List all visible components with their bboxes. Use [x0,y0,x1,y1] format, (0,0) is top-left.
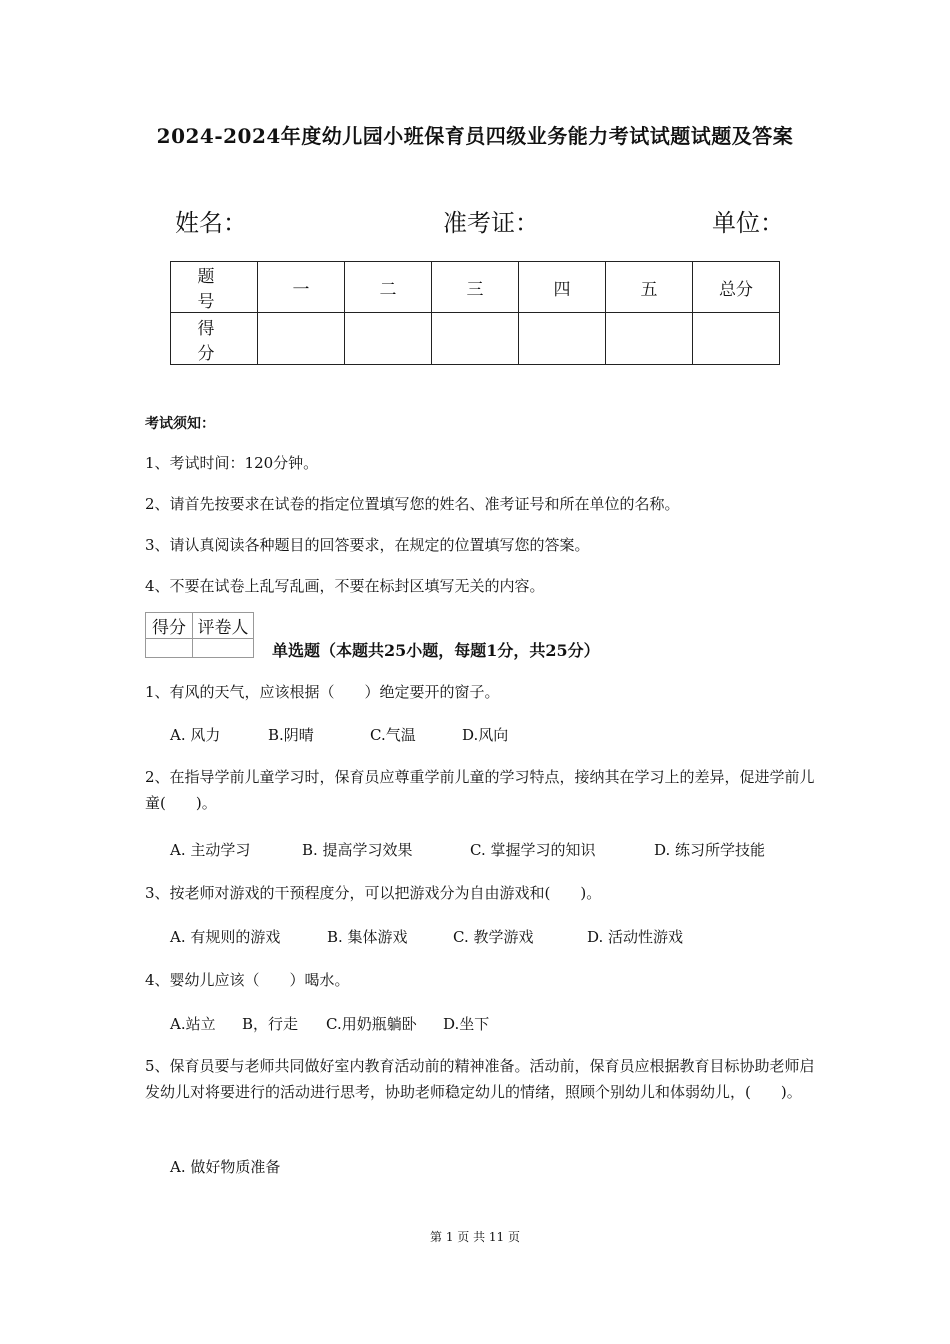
document-title: 2024-2024年度幼儿园小班保育员四级业务能力考试试题试题及答案 [156,124,794,148]
option: A. 主动学习 [170,841,251,859]
option: C. 教学游戏 [453,928,534,946]
option: A. 做好物质准备 [170,1158,281,1176]
option: A. 有规则的游戏 [170,928,281,946]
option: D.坐下 [443,1015,490,1033]
notice-item: 2、请首先按要求在试卷的指定位置填写您的姓名、准考证号和所在单位的名称。 [145,495,680,513]
score-cell[interactable] [432,313,519,365]
question-options [170,1156,280,1177]
option: A. 风力 [170,726,221,744]
option: D. 活动性游戏 [587,928,684,946]
score-table [170,261,780,365]
grader-reviewer-label: 评卷人 [193,613,254,639]
grader-table-header-row [146,613,254,639]
question-text: 2、在指导学前儿童学习时，保育员应尊重学前儿童的学习特点，接纳其在学习上的差异，促进学前儿童( )。 [145,768,815,812]
exam-id-label: 准考证： [443,209,539,237]
score-table-header-cell: 二 [345,262,432,313]
option: C.用奶瓶躺卧 [326,1015,417,1033]
option: B.阴晴 [268,726,314,744]
option: D. 练习所学技能 [654,841,766,859]
score-table-header-cell: 四 [519,262,606,313]
notice-item: 3、请认真阅读各种题目的回答要求，在规定的位置填写您的答案。 [145,536,590,554]
option: B. 集体游戏 [327,928,408,946]
grader-reviewer-cell[interactable] [193,639,254,658]
score-cell[interactable] [258,313,345,365]
notice-heading: 考试须知： [145,416,215,432]
question-options [170,1013,489,1034]
question-options [170,839,765,860]
page-footer: 第 1 页 共 11 页 [430,1230,520,1244]
score-cell[interactable] [693,313,780,365]
section-title: 单选题（本题共25小题，每题1分，共25分） [272,641,600,660]
grader-table [145,612,254,658]
grader-score-label: 得分 [146,613,193,639]
score-table-header-row [171,262,780,313]
score-cell[interactable] [519,313,606,365]
score-cell[interactable] [606,313,693,365]
question-text: 1、有风的天气，应该根据（ ）绝定要开的窗子。 [145,683,500,701]
question-options [170,926,683,947]
option: C.气温 [370,726,416,744]
name-label: 姓名： [175,209,247,237]
question-text: 3、按老师对游戏的干预程度分，可以把游戏分为自由游戏和( )。 [145,884,602,902]
score-cell[interactable] [345,313,432,365]
option: B. 提高学习效果 [302,841,413,859]
option: B，行走 [242,1015,299,1033]
option: C. 掌握学习的知识 [470,841,596,859]
grader-score-cell[interactable] [146,639,193,658]
score-table-header-cell: 题 号 [171,262,258,313]
grader-table-blank-row [146,639,254,658]
question-text: 4、婴幼儿应该（ ）喝水。 [145,971,350,989]
notice-item: 4、不要在试卷上乱写乱画，不要在标封区填写无关的内容。 [145,577,545,595]
score-row-label: 得 分 [171,313,258,365]
score-table-header-cell: 一 [258,262,345,313]
option: D.风向 [462,726,509,744]
unit-label: 单位： [712,209,784,237]
score-table-score-row [171,313,780,365]
score-table-header-cell: 五 [606,262,693,313]
question-text: 5、保育员要与老师共同做好室内教育活动前的精神准备。活动前，保育员应根据教育目标协助老师启发幼儿对将要进行的活动进行思考，协助老师稳定幼儿的情绪，照顾个别幼儿和体弱幼儿，( )。 [145,1057,815,1101]
option: A.站立 [170,1015,216,1033]
notice-item: 1、考试时间：120分钟。 [145,454,319,472]
score-table-header-cell: 三 [432,262,519,313]
question-options [170,724,508,745]
score-table-header-cell: 总分 [693,262,780,313]
